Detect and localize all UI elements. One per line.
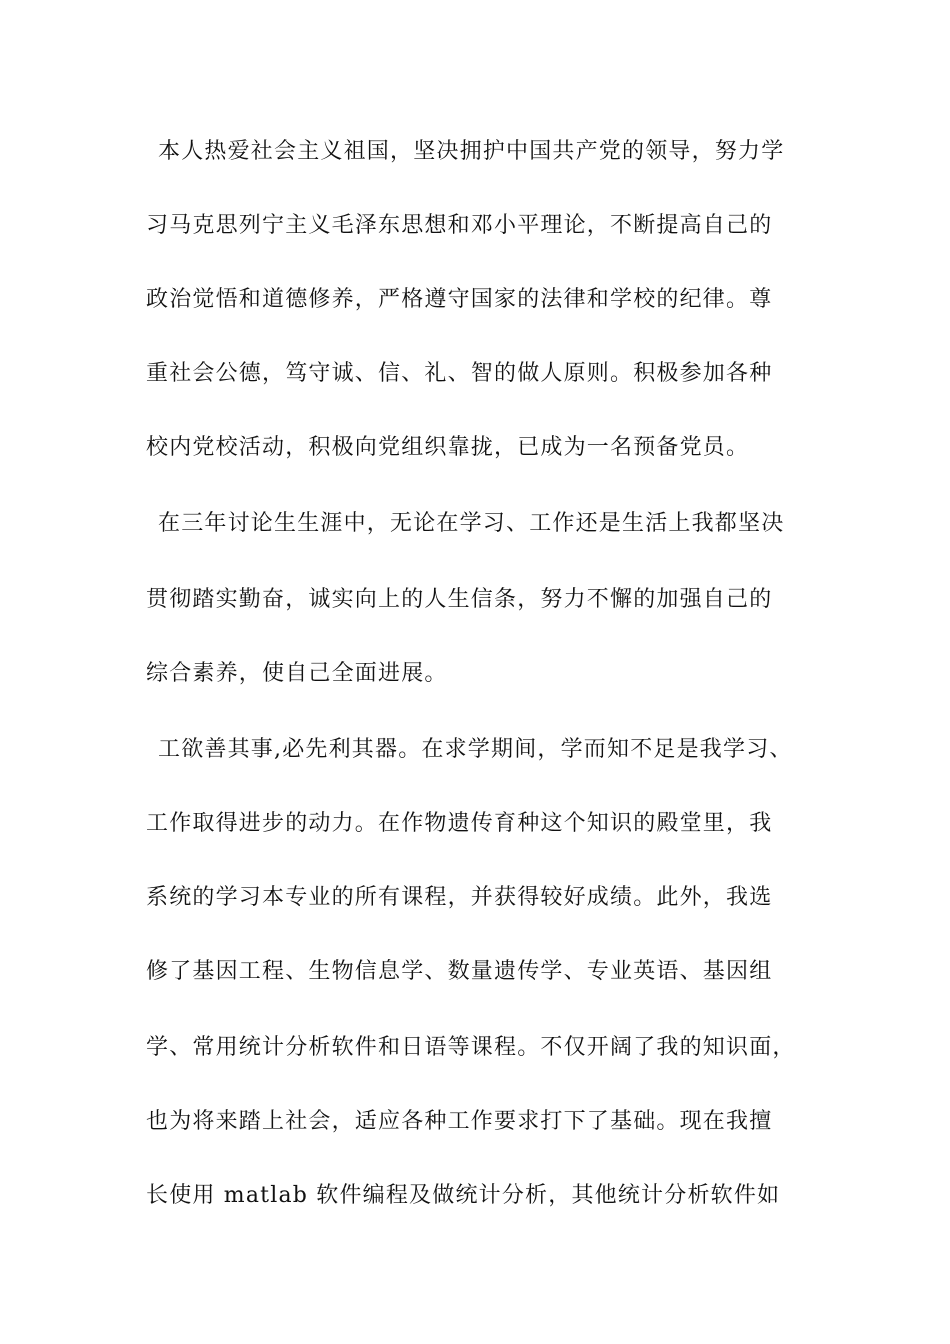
paragraph-1-line-3: 政治觉悟和道德修养，严格遵守国家的法律和学校的纪律。尊 [146,287,773,312]
paragraph-1-line-2: 习马克思列宁主义毛泽东思想和邓小平理论，不断提高自己的 [146,213,773,238]
paragraph-1-line-4: 重社会公德，笃守诚、信、礼、智的做人原则。积极参加各种 [146,361,773,386]
paragraph-2-line-3: 综合素养，使自己全面进展。 [146,661,448,686]
paragraph-1-line-1: 本人热爱社会主义祖国，坚决拥护中国共产党的领导，努力学 [158,139,785,164]
paragraph-2-line-2: 贯彻踏实勤奋，诚实向上的人生信条，努力不懈的加强自己的 [146,587,773,612]
paragraph-3-line-7: 长使用 matlab 软件编程及做统计分析，其他统计分析软件如 [146,1183,781,1208]
paragraph-3-line-3: 系统的学习本专业的所有课程，并获得较好成绩。此外，我选 [146,885,773,910]
paragraph-3-line-5: 学、常用统计分析软件和日语等课程。不仅开阔了我的知识面， [146,1035,796,1060]
paragraph-3-line-1: 工欲善其事,必先利其器。在求学期间，学而知不足是我学习、 [158,737,793,762]
paragraph-1-line-5: 校内党校活动，积极向党组织靠拢，已成为一名预备党员。 [146,435,750,460]
paragraph-3-line-6: 也为将来踏上社会，适应各种工作要求打下了基础。现在我擅 [146,1109,773,1134]
paragraph-3-line-2: 工作取得进步的动力。在作物遗传育种这个知识的殿堂里，我 [146,811,773,836]
paragraph-2-line-1: 在三年讨论生生涯中，无论在学习、工作还是生活上我都坚决 [158,511,785,536]
paragraph-3-line-4: 修了基因工程、生物信息学、数量遗传学、专业英语、基因组 [146,959,773,984]
